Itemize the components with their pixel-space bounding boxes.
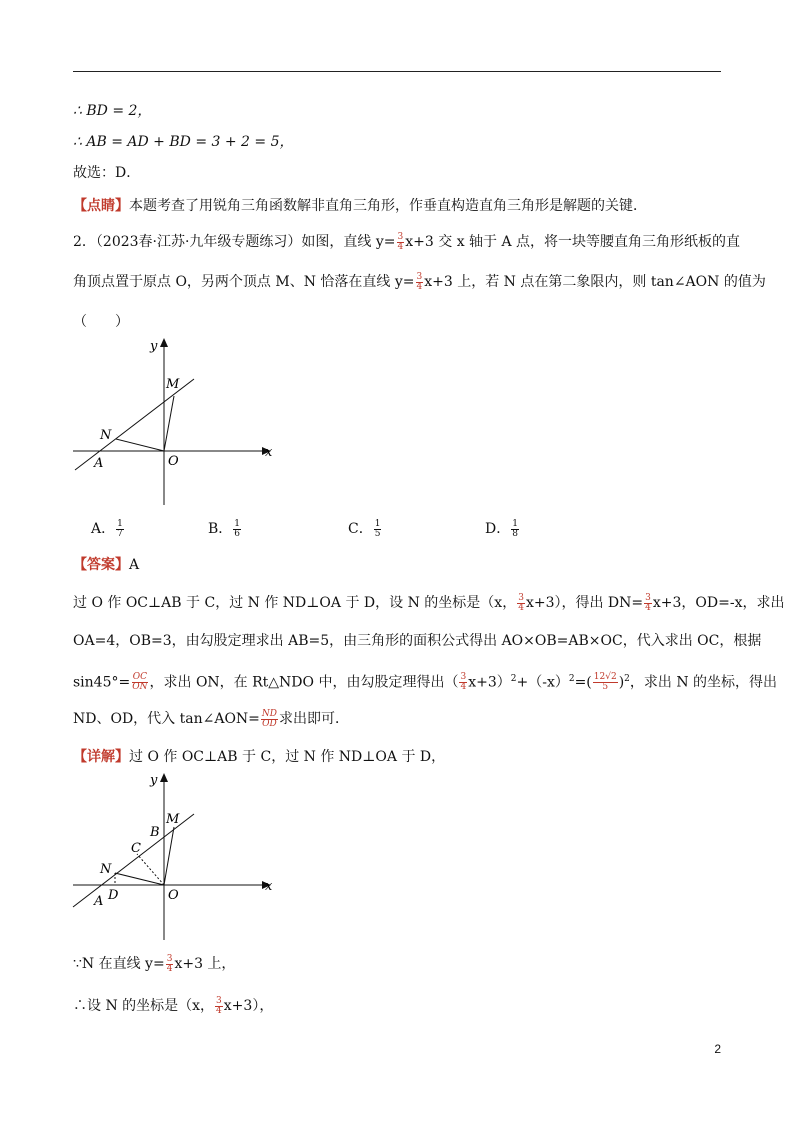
label-d: D [108, 888, 119, 903]
question-line-3: （ ） [73, 314, 129, 330]
analysis-line-3: sin45°= $\frac{OC}{ON}$ ，求出 ON，在 Rt△NDO 中，由勾股定理得出（ $\frac{3}{4}$ $x+3)^2+(-x)^2=$( $\frac{12√2}{5}$ )$^2$，求出 N 的坐标，得出 [73, 672, 778, 693]
answer-row [73, 555, 139, 575]
analysis-line-1: 过 O 作 OC⊥AB 于 C，过 N 作 ND⊥OA 于 D，设 N 的坐标是（x， $\frac{3}{4}$ x+3），得出 DN= $\frac{3}{4}$ x+3，OD=-x，求出 [73, 592, 785, 613]
option-a[interactable]: A． $\frac{1}{7}$ [91, 518, 123, 539]
label-c: C [131, 841, 141, 856]
label-m: M [166, 812, 180, 827]
analysis-line-2: OA=4，OB=3，由勾股定理求出 AB=5，由三角形的面积公式得出 AO×OB=AB×OC，代入求出 OC，根据 [73, 633, 762, 649]
label-o: O [168, 888, 179, 903]
header-rule [73, 71, 721, 72]
step-choose: 故选：D． [73, 165, 141, 181]
page-number: 2 [714, 1042, 721, 1056]
step-ab: ∴ AB = AD + BD = 3 + 2 = 5， [73, 134, 294, 150]
option-d[interactable]: D． $\frac{1}{8}$ [485, 518, 518, 539]
answer-tag: 【答案】 [73, 557, 129, 573]
segment-on [115, 873, 164, 885]
option-b[interactable]: B． $\frac{1}{6}$ [208, 518, 241, 539]
question-text: 2．（2023春·江苏·九年级专题练习）如图，直线 y= [73, 234, 396, 250]
segment-oc-dashed [137, 854, 164, 885]
option-c[interactable]: C． $\frac{1}{5}$ [348, 518, 381, 539]
analysis-line-4: ND、OD，代入 tan∠AON= $\frac{ND}{OD}$ 求出即可． [73, 708, 350, 729]
label-y: y [150, 339, 158, 354]
figure-2 [70, 770, 280, 945]
fraction: $\frac{1}{8}$ [512, 518, 518, 539]
dianjing-text: 本题考查了用锐角三角函数解非直角三角形，作垂直构造直角三角形是解题的关键． [129, 198, 647, 214]
fraction: $\frac{3}{4}$ [416, 271, 423, 292]
conclusion-line-2: ∴设 N 的坐标是（x， $\frac{3}{4}$ x+3）， [73, 995, 274, 1016]
detail-row [73, 747, 445, 767]
detail-text: 过 O 作 OC⊥AB 于 C，过 N 作 ND⊥OA 于 D， [129, 749, 446, 765]
dianjing-row [73, 196, 647, 216]
fraction: $\frac{1}{7}$ [117, 518, 123, 539]
label-n: N [100, 428, 112, 443]
label-a: A [94, 456, 104, 471]
label-x: x [265, 879, 273, 894]
label-a: A [94, 894, 104, 909]
label-m: M [166, 377, 180, 392]
dianjing-tag: 【点睛】 [73, 198, 129, 214]
figure-1 [70, 335, 280, 510]
label-o: O [168, 454, 179, 469]
question-line-1 [73, 232, 740, 252]
step-bd: ∴ BD = 2， [73, 103, 152, 119]
question-text: 角顶点置于原点 O，另两个顶点 M、N 恰落在直线 y= [73, 274, 415, 290]
fraction: $\frac{1}{6}$ [234, 518, 241, 539]
y-axis-arrow [160, 338, 168, 347]
fraction: $\frac{3}{4}$ [397, 231, 404, 252]
segment-on [116, 439, 164, 451]
question-line-2 [73, 272, 766, 292]
label-n: N [100, 862, 112, 877]
y-axis-arrow [160, 773, 168, 782]
label-y: y [150, 773, 158, 788]
conclusion-line-1: ∵N 在直线 y= $\frac{3}{4}$ x+3 上， [73, 953, 236, 974]
question-text: x+3 交 x 轴于 A 点，将一块等腰直角三角形纸板的直 [405, 234, 741, 250]
detail-tag: 【详解】 [73, 749, 129, 765]
fraction: $\frac{1}{5}$ [374, 518, 381, 539]
question-text: x+3 上，若 N 点在第二象限内，则 tan∠AON 的值为 [424, 274, 766, 290]
label-b: B [150, 825, 160, 840]
label-x: x [265, 445, 273, 460]
segment-om [164, 396, 174, 451]
answer-value: A [129, 557, 140, 573]
